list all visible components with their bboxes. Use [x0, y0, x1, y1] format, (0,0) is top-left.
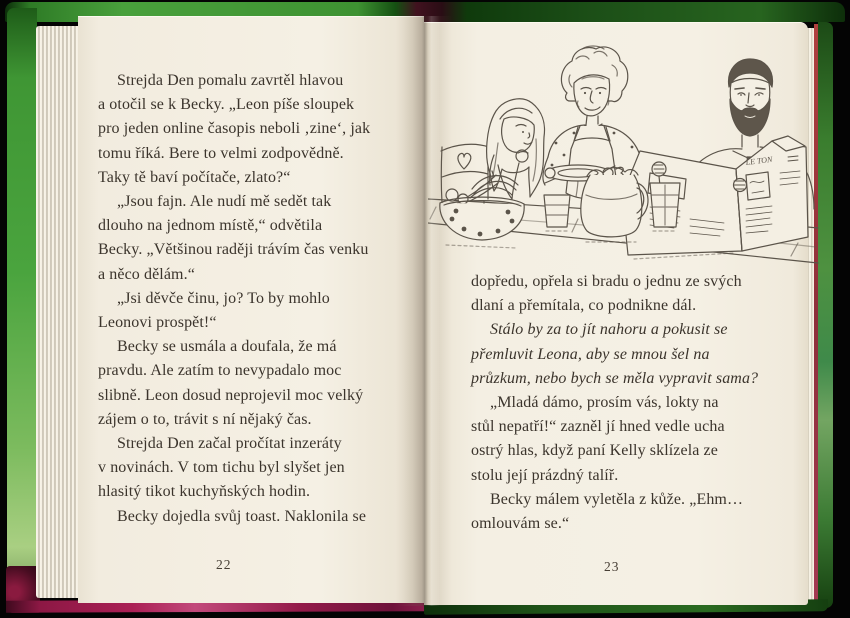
page-edges-left: [36, 26, 82, 598]
text-line: Strejda Den začal pročítat inzeráty: [117, 435, 342, 453]
book-cover-left-edge: [7, 8, 37, 594]
text-line: omlouvám se.“: [471, 515, 570, 533]
text-line: stůl nepatří!“ zazněl jí hned vedle ucha: [471, 418, 725, 436]
text-line: Becky se usmála a doufala, že má: [117, 338, 337, 356]
text-line: hlasitý tikot kuchyňských hodin.: [98, 483, 311, 501]
text-line: v novinách. V tom tichu byl slyšet jen: [98, 459, 345, 477]
fruit-bowl: [440, 171, 524, 240]
newspaper-masthead: LE TON: [745, 154, 773, 167]
text-line: dlouho na jednom místě,“ odvětila: [98, 217, 323, 235]
text-line: Stálo by za to jít nahoru a pokusit se: [490, 321, 728, 339]
text-line: Taky tě baví počítače, zlato?“: [98, 168, 291, 186]
family-breakfast-illustration: [428, 23, 820, 269]
text-line: „Mladá dámo, prosím vás, lokty na: [490, 394, 719, 412]
text-line: Becky. „Většinou raději trávím čas venku: [98, 241, 369, 259]
left-page-text: [98, 69, 370, 529]
right-page: [424, 22, 808, 605]
text-line: zájem o to, trávit s ní nějaký čas.: [98, 410, 312, 428]
text-line: tomu říká. Bere to velmi zodpovědně.: [98, 144, 344, 162]
text-line: „Jsou fajn. Ale nudí mě sedět tak: [117, 193, 332, 211]
text-line: slibně. Leon dosud neprojevil moc velký: [98, 386, 364, 404]
text-line: stolu její prázdný talíř.: [471, 466, 619, 484]
text-line: a otočil se k Becky. „Leon píše sloupek: [98, 96, 355, 114]
newspaper: [622, 136, 808, 255]
left-page: [78, 16, 424, 603]
text-line: ostrý hlas, když paní Kelly sklízela ze: [471, 442, 718, 460]
text-line: dlaní a přemítala, co podnikne dál.: [471, 297, 697, 315]
text-line: pro jeden online časopis neboli ‚zine‘, jak: [98, 120, 371, 138]
drinking-glass-right: [650, 183, 680, 227]
left-page-number: 22: [216, 557, 232, 572]
text-line: dopředu, opřela si bradu o jednu ze svých: [471, 273, 742, 290]
heart-icon: [458, 153, 471, 169]
text-line: Becky málem vyletěla z kůže. „Ehm…: [490, 490, 744, 508]
text-line: a něco dělám.“: [98, 265, 195, 283]
right-page-number: 23: [604, 559, 620, 574]
text-line: Becky dojedla svůj toast. Naklonila se: [117, 507, 367, 525]
text-line: Strejda Den pomalu zavrtěl hlavou: [117, 72, 344, 89]
text-line: přemluvit Leona, aby se mnou šel na: [471, 345, 710, 363]
text-line: průzkum, nebo bych se měla vypravit sama?: [471, 369, 759, 387]
text-line: „Jsi děvče činu, jo? To by mohlo: [117, 289, 330, 307]
text-line: Leonovi prospět!“: [98, 314, 217, 332]
book-cover-right-edge: [818, 22, 833, 608]
drinking-glass-left: [544, 195, 570, 227]
text-line: pravdu. Ale zatím to nevypadalo moc: [98, 362, 342, 380]
right-page-text: [471, 270, 758, 536]
